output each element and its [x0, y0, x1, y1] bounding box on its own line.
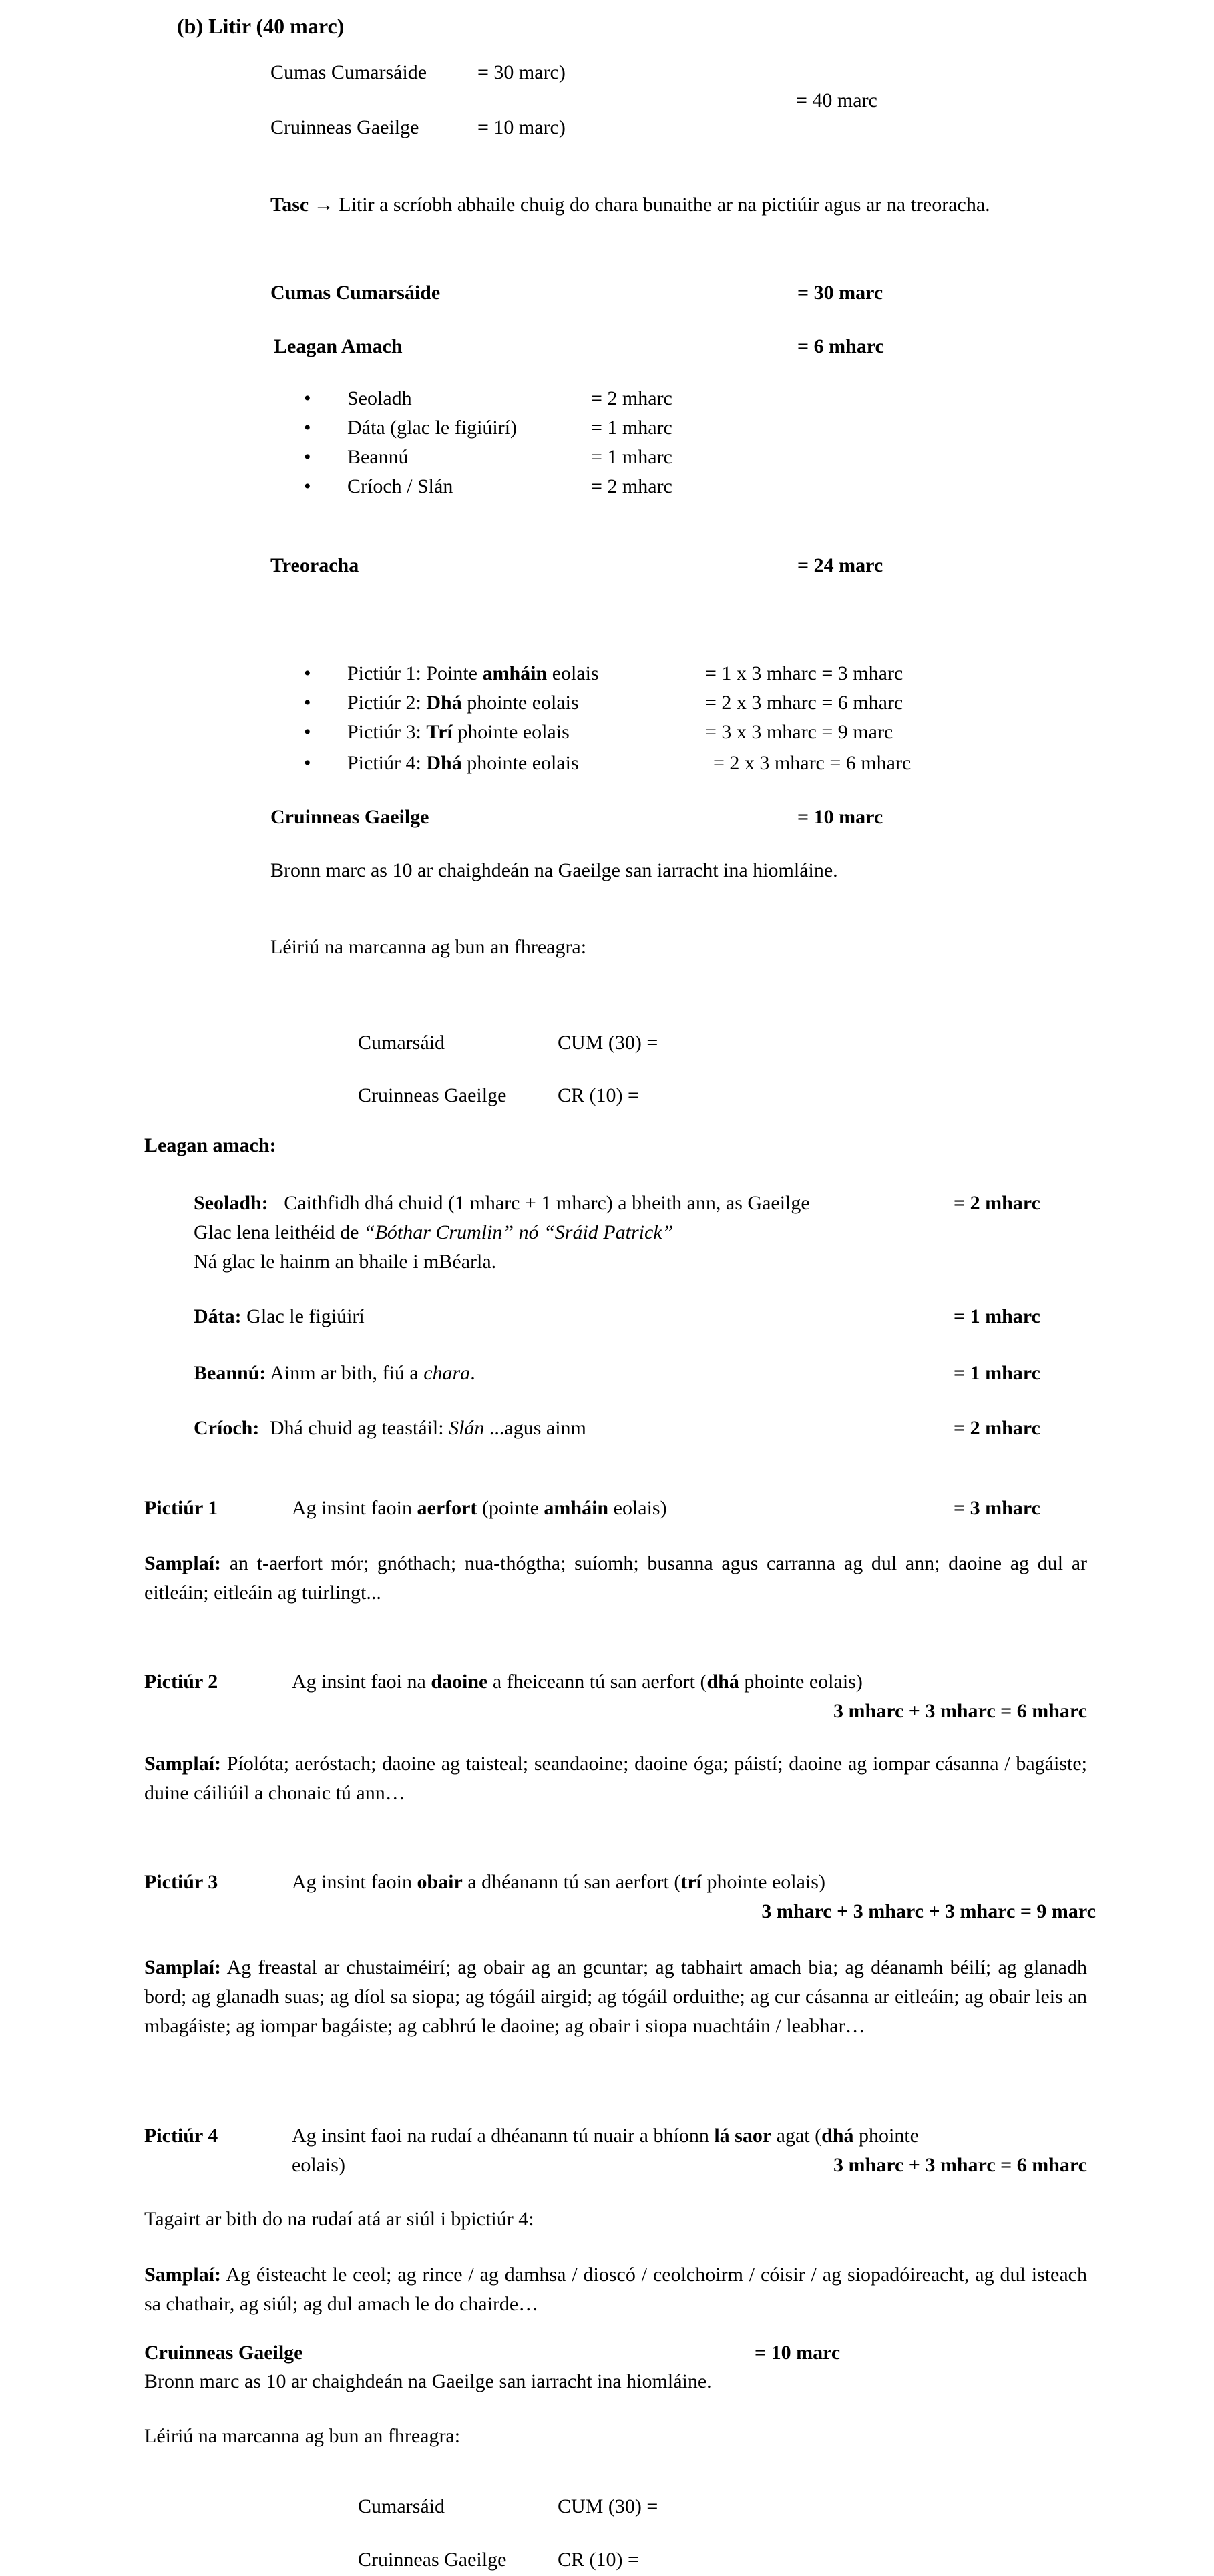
beannu-row: [194, 1361, 1040, 1386]
bullet-icon: •: [304, 446, 311, 468]
pictiur-4-line2: [292, 2153, 1087, 2178]
footer-cr-code: CR (10) =: [558, 2549, 639, 2571]
seoladh-text: Caithfidh dhá chuid (1 mharc + 1 mharc) a bheith ann, as Gaeilge: [284, 1192, 810, 1214]
pictiur-2-body: [292, 1669, 863, 1695]
text-segment-bold: obair: [417, 1871, 463, 1893]
seoladh-line2: [194, 1220, 673, 1245]
pictiur-2-marks: 3 mharc + 3 mharc = 6 mharc: [833, 1700, 1087, 1722]
picture-bullet-item: [304, 690, 903, 716]
cr-label: Cruinneas Gaeilge: [358, 1084, 507, 1106]
pictiur-4-row: [144, 2123, 920, 2149]
pictiur-4-label: Pictiúr 4: [144, 2125, 218, 2147]
text-segment: Pictiúr 1: Pointe: [347, 662, 483, 684]
text-segment-bold: Dhá: [426, 752, 462, 774]
bullet-icon: •: [304, 387, 311, 409]
text-segment-bold: daoine: [431, 1671, 488, 1693]
samples-label: Samplaí:: [144, 1552, 222, 1574]
text-segment: Ag insint faoi na: [292, 1671, 431, 1693]
bullet-icon: •: [304, 692, 311, 714]
intro-cumas-label: Cumas Cumarsáide: [270, 61, 427, 83]
marking-cumas-label: Cumas Cumarsáide: [270, 282, 441, 304]
pictiur-1-value: = 3 mharc: [954, 1497, 1040, 1519]
pictiur-2-label: Pictiúr 2: [144, 1671, 218, 1693]
text-segment-bold: Dhá: [426, 692, 462, 714]
beannu-value: = 1 mharc: [954, 1362, 1040, 1384]
bullet-label: Seoladh: [347, 387, 412, 409]
crioch-row: [194, 1416, 1040, 1441]
bullet-value: = 2 x 3 mharc = 6 mharc: [705, 692, 903, 714]
pictiur-4-marks: 3 mharc + 3 mharc = 6 mharc: [833, 2154, 1087, 2176]
footer-cruinneas-value: = 10 marc: [755, 2342, 841, 2364]
task-label: Tasc: [270, 194, 309, 216]
cum-code: CUM (30) =: [558, 1032, 658, 1054]
samples-text: Ag éisteacht le ceol; ag rince / ag damhsa / dioscó / ceolchoirm / cóisir / ag siopadóireacht, ag dul isteach sa chathair, ag siúl; ag dul amach le do chairde…: [144, 2264, 1087, 2315]
bullet-icon: •: [304, 752, 311, 774]
pictiur-3-label: Pictiúr 3: [144, 1871, 218, 1893]
text-segment: (pointe: [477, 1497, 544, 1519]
text-segment: phointe eolais): [739, 1671, 863, 1693]
text-segment: Ag insint faoi na rudaí a dhéanann tú nuair a bhíonn: [292, 2125, 715, 2147]
cr-row: [358, 1083, 639, 1108]
marking-cruinneas-row: [270, 805, 883, 830]
bullet-label: [347, 750, 579, 776]
cr-code: CR (10) =: [558, 1084, 639, 1106]
pictiur-2-row: [144, 1669, 863, 1695]
marking-cumas-row: [270, 280, 883, 306]
footer-cruinneas-label: Cruinneas Gaeilge: [144, 2342, 303, 2364]
text-segment: eolais): [608, 1497, 667, 1519]
footer-cum-row: [358, 2494, 658, 2519]
footer-cruinneas-row: [144, 2340, 841, 2366]
text-segment: agat (: [771, 2125, 822, 2147]
marking-treoracha-value: = 24 marc: [797, 554, 883, 576]
layout-bullet-item: [304, 415, 672, 441]
picture-bullet-item: [304, 661, 903, 686]
samples-text: an t-aerfort mór; gnóthach; nua-thógtha; suíomh; busanna agus carranna ag dul ann; daoine ag dul ar eitleáin; eitleáin ag tuirlingt...: [144, 1552, 1088, 1604]
bullet-icon: •: [304, 662, 311, 684]
text-segment-bold: amháin: [482, 662, 548, 684]
bullet-value: = 2 mharc: [591, 387, 672, 409]
footer-cr-label: Cruinneas Gaeilge: [358, 2549, 507, 2571]
text-segment: Dhá chuid ag teastáil:: [269, 1417, 449, 1439]
text-segment-bold: dhá: [706, 1671, 739, 1693]
bullet-label: Beannú: [347, 446, 409, 468]
page-title: (b) Litir (40 marc): [177, 14, 345, 38]
text-segment: phointe eolais: [461, 752, 579, 774]
text-segment: Pictiúr 2:: [347, 692, 427, 714]
samples-text: Ag freastal ar chustaiméirí; ag obair ag an gcuntar; ag tabhairt amach bia; ag déanamh béilí; ag glanadh bord; ag glanadh suas; ag díol sa siopa; ag tógáil airgid; ag tógáil orduithe; ag cur cásanna ar eitleáin; ag obair leis an mbagáiste; ag iompar bagáiste; ag cabhrú le daoine; ag obair i siopa nuachtáin / leabhar…: [144, 1956, 1087, 2037]
layout-bullet-item: [304, 474, 672, 499]
text-segment: phointe eolais: [461, 692, 579, 714]
seoladh-row: [194, 1191, 1040, 1216]
samples-text: Píolóta; aeróstach; daoine ag taisteal; seandaoine; daoine óga; páistí; daoine ag iompar cásanna / bagáiste; duine cáiliúil a chonaic tú ann…: [144, 1753, 1087, 1804]
text-segment-bold: amháin: [544, 1497, 609, 1519]
data-text: Glac le figiúirí: [246, 1305, 365, 1327]
marking-leagan-value: = 6 mharc: [797, 335, 884, 357]
text-segment-bold: lá saor: [714, 2125, 772, 2147]
bullet-value: = 1 mharc: [591, 417, 672, 439]
layout-bullet-item: [304, 386, 672, 411]
footer-leiriu-note: Léiriú na marcanna ag bun an fhreagra:: [144, 2425, 461, 2447]
bullet-value: = 2 mharc: [591, 475, 672, 497]
bronn-note: Bronn marc as 10 ar chaighdeán na Gaeilge san iarracht ina hiomláine.: [270, 859, 838, 881]
leiriu-note: Léiriú na marcanna ag bun an fhreagra:: [270, 936, 587, 958]
bullet-label: [347, 690, 579, 716]
leagan-amach-heading: Leagan amach:: [144, 1134, 276, 1156]
pictiur-1-label: Pictiúr 1: [144, 1497, 218, 1519]
intro-total-value: = 40 marc: [796, 89, 877, 112]
intro-cruinneas-label: Cruinneas Gaeilge: [270, 116, 419, 138]
layout-bullet-item: [304, 445, 672, 470]
bullet-value: = 1 mharc: [591, 446, 672, 468]
samples-label: Samplaí:: [144, 1956, 222, 1978]
bullet-value: = 1 x 3 mharc = 3 mharc: [705, 662, 903, 684]
text-segment-bold: aerfort: [417, 1497, 477, 1519]
text-segment: Ag insint faoin: [292, 1497, 417, 1519]
pictiur-4-samples: [144, 2260, 1087, 2319]
bullet-label: [347, 720, 570, 745]
pictiur-3-body: [292, 1870, 825, 1895]
pictiur-3-row: [144, 1870, 825, 1895]
bullet-icon: •: [304, 721, 311, 743]
text-segment: Pictiúr 4:: [347, 752, 427, 774]
text-segment: eolais): [292, 2154, 345, 2176]
intro-cruinneas-row: [270, 115, 566, 140]
bullet-label: Dáta (glac le figiúirí): [347, 417, 518, 439]
text-segment-bold: trí: [680, 1871, 702, 1893]
data-value: = 1 mharc: [954, 1305, 1040, 1327]
text-segment: phointe: [853, 2125, 920, 2147]
seoladh-label: Seoladh:: [194, 1192, 268, 1214]
intro-cruinneas-value: = 10 marc): [477, 116, 566, 138]
crioch-label: Críoch:: [194, 1417, 260, 1439]
marking-leagan-row: [274, 334, 884, 359]
bullet-label: [347, 661, 599, 686]
pictiur-3-samples: [144, 1953, 1087, 2041]
cum-label: Cumarsáid: [358, 1032, 445, 1054]
picture-bullet-item: [304, 720, 893, 745]
task-paragraph: [270, 190, 1090, 220]
bullet-icon: •: [304, 475, 311, 497]
bullet-value: = 3 x 3 mharc = 9 marc: [705, 721, 893, 743]
marking-cruinneas-value: = 10 marc: [797, 806, 883, 828]
text-segment: eolais: [547, 662, 599, 684]
pictiur-1-samples: [144, 1549, 1087, 1608]
pictiur-4-body: [292, 2123, 919, 2149]
pictiur-2-samples: [144, 1749, 1087, 1808]
samples-label: Samplaí:: [144, 2264, 222, 2286]
pictiur-1-body: [292, 1496, 667, 1521]
tagairt-note: Tagairt ar bith do na rudaí atá ar siúl i bpictiúr 4:: [144, 2208, 534, 2230]
footer-cum-code: CUM (30) =: [558, 2495, 658, 2517]
seoladh-line3: Ná glac le hainm an bhaile i mBéarla.: [194, 1251, 497, 1273]
text-segment: a dhéanann tú san aerfort (: [462, 1871, 681, 1893]
marking-leagan-label: Leagan Amach: [274, 335, 403, 357]
text-segment: ...agus ainm: [484, 1417, 586, 1439]
bullet-icon: •: [304, 417, 311, 439]
text-segment: Glac lena leithéid de: [194, 1221, 364, 1243]
text-segment: phointe eolais: [452, 721, 570, 743]
text-segment-bold: Trí: [426, 721, 453, 743]
crioch-value: = 2 mharc: [954, 1417, 1040, 1439]
text-segment-italic: chara: [423, 1362, 471, 1384]
footer-bronn-note: Bronn marc as 10 ar chaighdeán na Gaeilge san iarracht ina hiomláine.: [144, 2370, 712, 2392]
footer-cr-row: [358, 2547, 639, 2573]
data-row: [194, 1304, 1040, 1329]
bullet-value: = 2 x 3 mharc = 6 mharc: [713, 752, 912, 774]
text-segment: .: [470, 1362, 475, 1384]
text-segment: Pictiúr 3:: [347, 721, 427, 743]
picture-bullet-item: [304, 750, 912, 776]
task-text: → Litir a scríobh abhaile chuig do chara bunaithe ar na pictiúir agus ar na treoracha.: [313, 194, 990, 216]
intro-cumas-row: [270, 60, 566, 85]
text-segment-bold: dhá: [821, 2125, 854, 2147]
marking-treoracha-label: Treoracha: [270, 554, 359, 576]
data-label: Dáta:: [194, 1305, 242, 1327]
pictiur-3-marks: 3 mharc + 3 mharc + 3 mharc = 9 marc: [761, 1900, 1096, 1922]
samples-label: Samplaí:: [144, 1753, 222, 1775]
footer-cum-label: Cumarsáid: [358, 2495, 445, 2517]
seoladh-value: = 2 mharc: [954, 1192, 1040, 1214]
text-segment: a fheiceann tú san aerfort (: [487, 1671, 707, 1693]
text-segment-italic: “Bóthar Crumlin” nó “Sráid Patrick”: [363, 1221, 674, 1243]
marking-cruinneas-label: Cruinneas Gaeilge: [270, 806, 429, 828]
pictiur-1-row: [144, 1496, 1040, 1521]
cum-row: [358, 1030, 658, 1056]
marking-treoracha-row: [270, 553, 883, 578]
intro-cumas-value: = 30 marc): [477, 61, 566, 83]
text-segment: phointe eolais): [702, 1871, 825, 1893]
text-segment-italic: Slán: [449, 1417, 485, 1439]
bullet-label: Críoch / Slán: [347, 475, 453, 497]
text-segment: Ag insint faoin: [292, 1871, 417, 1893]
marking-cumas-value: = 30 marc: [797, 282, 883, 304]
text-segment: Ainm ar bith, fiú a: [270, 1362, 424, 1384]
beannu-label: Beannú:: [194, 1362, 266, 1384]
